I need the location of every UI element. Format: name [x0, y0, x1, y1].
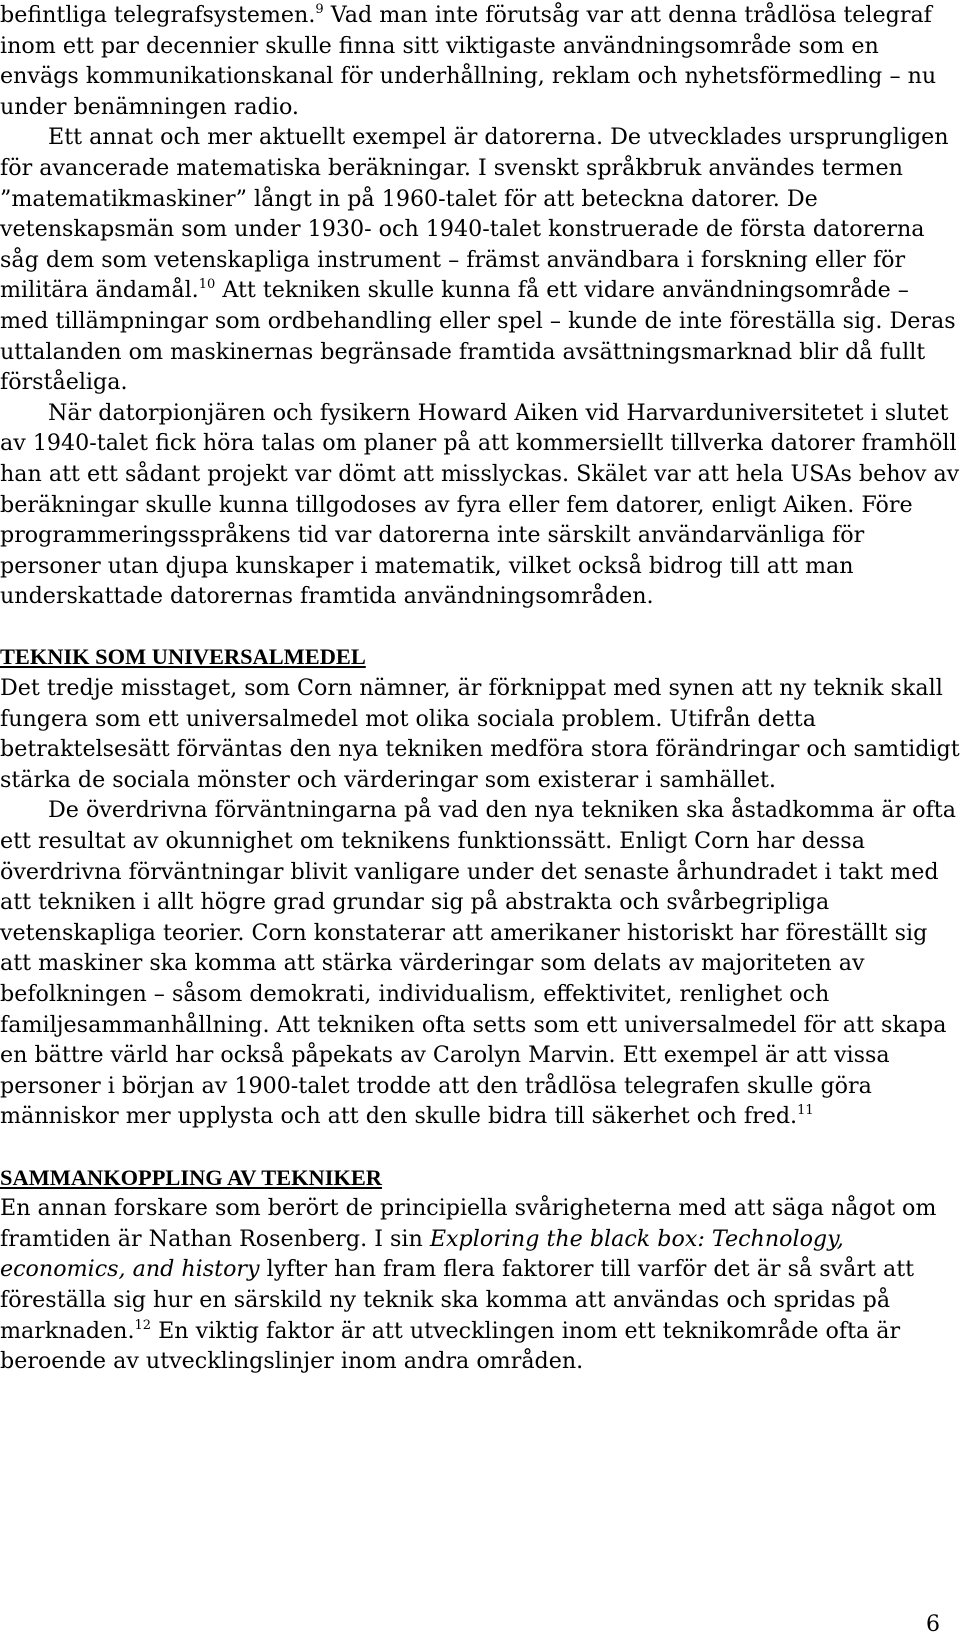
text-run: Ett annat och mer aktuellt exempel är datorerna. De utvecklades ursprungligen för avancerade matematiska beräkningar. I svenskt språkbruk användes termen ”matematikmaskiner” långt in på 1960-talet för att beteckna datorer. De vetenskapsmän som under 1930- och 1940-talet konstruerade de första datorerna såg dem som vetenskapliga instrument – främst användbara i forskning eller för militära ändamål.: [0, 124, 949, 304]
paragraph-radio: [0, 0, 960, 122]
text-run: lyfter han fram flera faktorer till varför det är så svårt att föreställa sig hur en särskild ny teknik ska komma att användas och spridas på marknaden.: [0, 1256, 915, 1344]
spacer: [0, 612, 960, 643]
footnote-ref-11: 11: [797, 1103, 814, 1119]
text-run: Att tekniken skulle kunna få ett vidare användningsområde – med tillämpningar som ordbehandling eller spel – kunde de inte föreställa sig. Deras uttalanden om maskinernas begränsade framtida avsättningsmarknad blir då fullt förståeliga.: [0, 277, 956, 396]
paragraph-aiken: När datorpionjären och fysikern Howard Aiken vid Harvarduniversitetet i slutet av 1940-talet fick höra talas om planer på att kommersiellt tillverka datorer framhöll han att ett sådant projekt var dömt att misslyckas. Skälet var att hela USAs behov av beräkningar skulle kunna tillgodoses av fyra eller fem datorer, enligt Aiken. Före programmeringsspråkens tid var datorerna inte särskilt användarvänliga för personer utan djupa kunskaper i matematik, vilket också bidrog till att man underskattade datorernas framtida användningsområden.: [0, 399, 960, 610]
section-heading-universal-remedy: TEKNIK SOM UNIVERSALMEDEL: [0, 644, 366, 670]
text-run: befintliga telegrafsystemen.: [0, 2, 316, 28]
paragraph-rosenberg: [0, 1193, 960, 1377]
footnote-ref-9: 9: [315, 2, 324, 17]
paragraph-expectations: [0, 795, 960, 1132]
page-number: 6: [926, 1612, 940, 1637]
footnote-ref-12: 12: [134, 1317, 152, 1333]
paragraph-third-mistake: Det tredje misstaget, som Corn nämner, är förknippat med synen att ny teknik skall fungera som ett universalmedel mot olika sociala problem. Utifrån detta betraktelsesätt förväntas den nya tekniken medföra stora förändringar och samtidigt stärka de sociala mönster och värderingar som existerar i samhället.: [0, 675, 960, 793]
footnote-ref-10: 10: [198, 277, 216, 293]
text-run: De överdrivna förväntningarna på vad den nya tekniken ska åstadkomma är ofta ett resultat av okunnighet om teknikens funktionssätt. Enligt Corn har dessa överdrivna förväntningar blivit vanligare under det senaste århundradet i takt med att tekniken i allt högre grad grundar sig på abstrakta och svårbegripliga vetenskapliga teorier. Corn konstaterar att amerikaner historiskt har föreställt sig att maskiner ska komma att stärka värderingar som delats av majoriteten av befolkningen – såsom demokrati, individualism, effektivitet, renlighet och familjesammanhållning. Att tekniken ofta setts som ett universalmedel för att skapa en bättre värld har också påpekats av Carolyn Marvin. Ett exempel är att vissa personer i början av 1900-talet trodde att den trådlösa telegrafen skulle göra människor mer upplysta och att den skulle bidra till säkerhet och fred.: [0, 797, 956, 1130]
text-run: En annan forskare som berört de principiella svårigheterna med att säga något om framtiden är Nathan Rosenberg. I sin: [0, 1195, 937, 1252]
spacer: [0, 1132, 960, 1163]
text-run: En viktig faktor är att utvecklingen inom ett teknikområde ofta är beroende av utvecklingslinjer inom andra områden.: [0, 1317, 901, 1375]
paragraph-computers: [0, 122, 960, 397]
section-heading-combination: SAMMANKOPPLING AV TEKNIKER: [0, 1164, 382, 1190]
text-run: Vad man inte förutsåg var att denna trådlösa telegraf inom ett par decennier skulle finna sitt viktigaste användningsområde som en envägs kommunikationskanal för underhållning, reklam och nyhetsförmedling – nu under benämningen radio.: [0, 2, 937, 120]
book-title: Exploring the black box: Technology, economics, and history: [0, 1225, 844, 1283]
